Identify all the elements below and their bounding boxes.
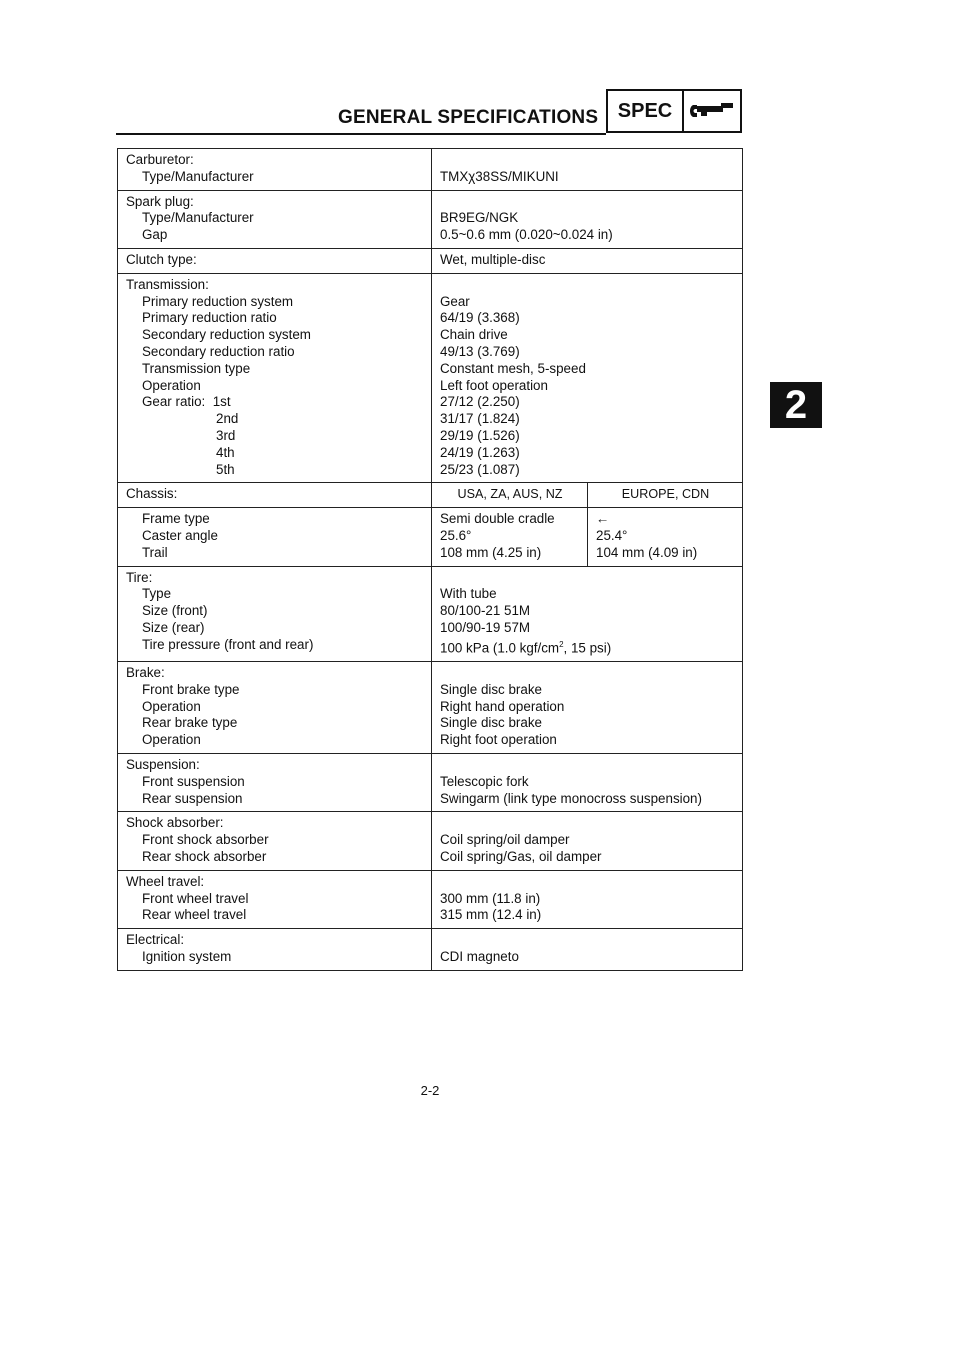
spec-value: Telescopic fork <box>440 773 529 789</box>
header-rule <box>116 133 606 135</box>
spec-value: 24/19 (1.263) <box>440 444 520 460</box>
spec-value: TMXχ38SS/MIKUNI <box>440 168 559 184</box>
spec-label: Transmission type <box>142 360 251 376</box>
spec-label: Trail <box>142 544 168 560</box>
spec-label: Front wheel travel <box>142 890 249 906</box>
spec-value: 27/12 (2.250) <box>440 394 520 410</box>
spec-value: Gear <box>440 293 470 309</box>
table-row <box>118 190 743 248</box>
chapter-tab: 2 <box>770 382 822 428</box>
spec-value: Single disc brake <box>440 681 542 697</box>
section-title: Tire: <box>126 569 153 585</box>
gear-label: 5th <box>216 461 235 477</box>
column-header: USA, ZA, AUS, NZ <box>432 483 588 508</box>
spec-label: Type/Manufacturer <box>142 168 254 184</box>
section-title: Clutch type: <box>126 251 197 267</box>
table-row <box>118 483 743 508</box>
table-row <box>118 566 743 661</box>
spec-value: Chain drive <box>440 327 508 343</box>
spec-label: Rear brake type <box>142 715 238 731</box>
spec-value: Coil spring/oil damper <box>440 832 570 848</box>
spec-value: Left foot operation <box>440 377 548 393</box>
spec-value: 100 kPa (1.0 kgf/$cm^2$, 15 psi) <box>440 639 612 656</box>
spec-label: Size (front) <box>142 603 208 619</box>
spec-value: 300 mm (11.8 in) <box>440 890 541 906</box>
spec-label: Front shock absorber <box>142 832 269 848</box>
spec-label: Type/Manufacturer <box>142 210 254 226</box>
page-title: GENERAL SPECIFICATIONS <box>338 107 599 128</box>
spec-label: Caster angle <box>142 527 218 543</box>
gear-ratio-label: Gear ratio: <box>142 394 206 410</box>
caliper-icon <box>684 91 740 131</box>
spec-value: 315 mm (12.4 in) <box>440 907 542 923</box>
spec-label: Secondary reduction system <box>142 327 311 343</box>
table-row <box>118 149 743 191</box>
spec-value: 104 mm (4.09 in) <box>596 544 698 560</box>
specifications-table <box>117 148 743 971</box>
spec-label: Rear suspension <box>142 790 243 806</box>
spec-value: 0.5~0.6 mm (0.020~0.024 in) <box>440 227 613 243</box>
section-title: Chassis: <box>126 486 178 502</box>
spec-value: 64/19 (3.368) <box>440 310 520 326</box>
spec-value: 100/90-19 57M <box>440 619 531 635</box>
table-row <box>118 753 743 811</box>
spec-label: Primary reduction ratio <box>142 310 277 326</box>
spec-badge <box>606 89 742 133</box>
table-row <box>118 248 743 273</box>
spec-label: Type <box>142 586 172 602</box>
section-title: Spark plug: <box>126 193 194 209</box>
spec-value: 25.6° <box>440 527 472 543</box>
spec-value: CDI magneto <box>440 948 519 964</box>
column-header: EUROPE, CDN <box>588 483 743 508</box>
section-title: Wheel travel: <box>126 873 205 889</box>
spec-value: Constant mesh, 5-speed <box>440 360 586 376</box>
table-row <box>118 812 743 870</box>
spec-value: 25.4° <box>596 527 628 543</box>
spec-value: 49/13 (3.769) <box>440 343 520 359</box>
spec-label: Gap <box>142 227 168 243</box>
spec-label: Operation <box>142 732 201 748</box>
spec-label: Operation <box>142 698 201 714</box>
spec-value: BR9EG/NGK <box>440 210 519 226</box>
section-title: Suspension: <box>126 756 200 772</box>
spec-label: Rear shock absorber <box>142 848 267 864</box>
spec-label: Secondary reduction ratio <box>142 343 295 359</box>
spec-label: Primary reduction system <box>142 293 294 309</box>
gear-label: 3rd <box>216 427 236 443</box>
spec-value: Single disc brake <box>440 715 542 731</box>
gear-label: 1st <box>212 394 231 410</box>
spec-value: 29/19 (1.526) <box>440 427 520 443</box>
section-title: Electrical: <box>126 932 185 948</box>
spec-label: Front brake type <box>142 681 240 697</box>
spec-value: With tube <box>440 586 497 602</box>
spec-value: 31/17 (1.824) <box>440 411 520 427</box>
spec-label: Operation <box>142 377 201 393</box>
spec-value: 25/23 (1.087) <box>440 461 520 477</box>
table-row <box>118 929 743 971</box>
page-number: 2-2 <box>420 1083 440 1098</box>
spec-value: 108 mm (4.25 in) <box>440 544 542 560</box>
table-row <box>118 661 743 753</box>
spec-label: Rear wheel travel <box>142 907 247 923</box>
spec-label: Front suspension <box>142 773 245 789</box>
table-row <box>118 870 743 928</box>
section-title: Shock absorber: <box>126 815 224 831</box>
spec-value: 80/100-21 51M <box>440 603 531 619</box>
section-title: Transmission: <box>126 276 209 292</box>
spec-value: Right hand operation <box>440 698 565 714</box>
spec-label: Frame type <box>142 511 210 527</box>
spec-value: Coil spring/Gas, oil damper <box>440 848 602 864</box>
spec-value: Semi double cradle <box>440 511 555 527</box>
table-row <box>118 273 743 483</box>
spec-value: Right foot operation <box>440 732 557 748</box>
spec-value: Swingarm (link type monocross suspension) <box>440 790 702 806</box>
spec-value: Wet, multiple-disc <box>440 251 546 267</box>
section-title: Carburetor: <box>126 152 194 167</box>
section-title: Brake: <box>126 664 165 680</box>
gear-label: 4th <box>216 444 235 460</box>
table-row <box>118 508 743 566</box>
spec-value: ← <box>596 511 610 527</box>
spec-label: Size (rear) <box>142 619 205 635</box>
spec-label: SPEC <box>608 91 684 131</box>
spec-label: Tire pressure (front and rear) <box>142 636 314 652</box>
spec-label: Ignition system <box>142 948 232 964</box>
gear-label: 2nd <box>216 411 239 427</box>
